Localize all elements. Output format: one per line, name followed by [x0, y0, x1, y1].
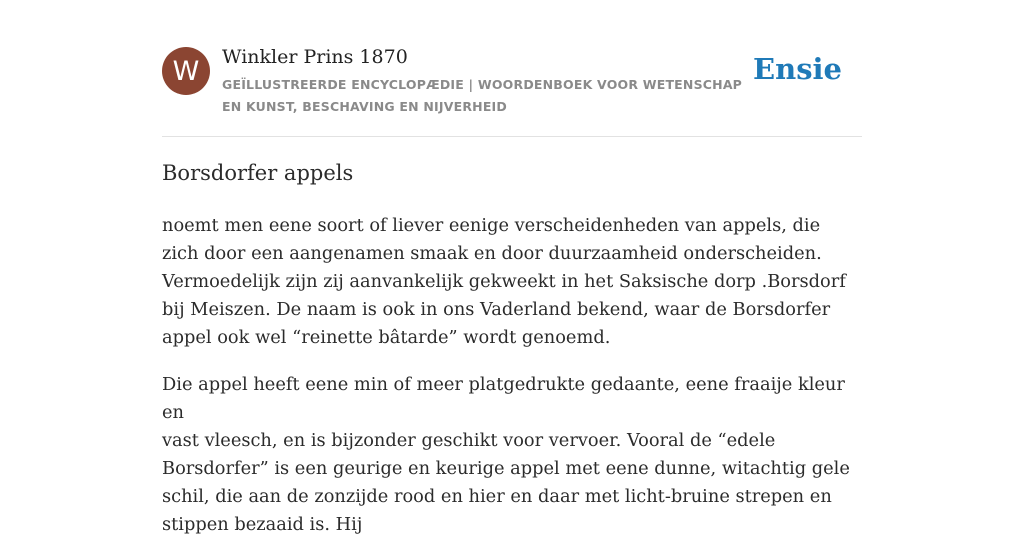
- source-subtitle: GEÏLLUSTREERDE ENCYCLOPÆDIE | WOORDENBOEK VOOR WETENSCHAP EN KUNST, BESCHAVING EN NIJVERHEID: [222, 77, 743, 114]
- entry-paragraph: Die appel heeft eene min of meer platgedrukte gedaante, eene fraaije kleur en: [162, 374, 845, 423]
- entry-title: Borsdorfer appels: [162, 161, 354, 185]
- ensie-logo[interactable]: Ensie: [753, 52, 842, 86]
- source-header: [162, 0, 862, 137]
- entry-paragraph: vast vleesch, en is bijzonder geschikt voor vervoer. Vooral de “edele Borsdorfer” is een geurige en keurige appel met eene dunne, witachtig gele schil, die aan de zonzijde rood en hier en daar met licht-bruine strepen en stippen bezaaid is. Hij: [162, 430, 850, 535]
- entry-paragraph: noemt men eene soort of liever eenige verscheidenheden van appels, die zich door een aangenamen smaak en door duurzaamheid onderscheiden. Vermoedelijk zijn zij aanvankelijk gekweekt in het Saksische dorp .Borsdorf bij Meiszen. De naam is ook in ons Vaderland bekend, waar de Borsdorfer appel ook wel “reinette bâtarde” wordt genoemd.: [162, 215, 846, 348]
- article-page: [162, 0, 862, 535]
- source-avatar[interactable]: W: [162, 47, 210, 95]
- source-title[interactable]: Winkler Prins 1870: [222, 46, 408, 68]
